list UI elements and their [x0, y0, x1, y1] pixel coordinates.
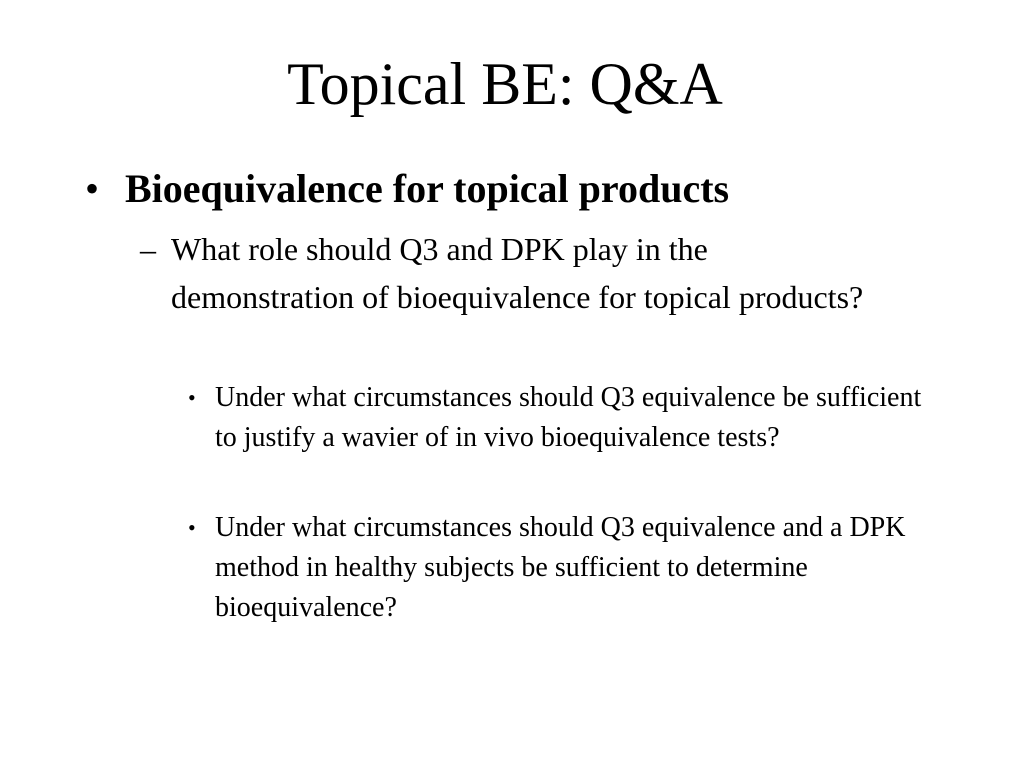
bullet-marker: •: [85, 166, 100, 211]
bullet-text: Bioequivalence for topical products: [125, 166, 730, 211]
bullet-marker: •: [188, 515, 196, 540]
dash-marker: –: [140, 231, 156, 267]
sub-bullet-text: What role should Q3 and DPK play in the demonstration of bioequivalence for topical products?: [171, 231, 864, 315]
slide-title: Topical BE: Q&A: [287, 51, 723, 117]
sub-sub-bullet-text: Under what circumstances should Q3 equivalence and a DPK method in healthy subjects be sufficient to determine bioequivalence?: [215, 512, 906, 623]
bullet-marker: •: [188, 385, 196, 410]
sub-sub-bullet-text: Under what circumstances should Q3 equivalence be sufficient to justify a wavier of in vivo bioequivalence tests?: [215, 382, 922, 453]
